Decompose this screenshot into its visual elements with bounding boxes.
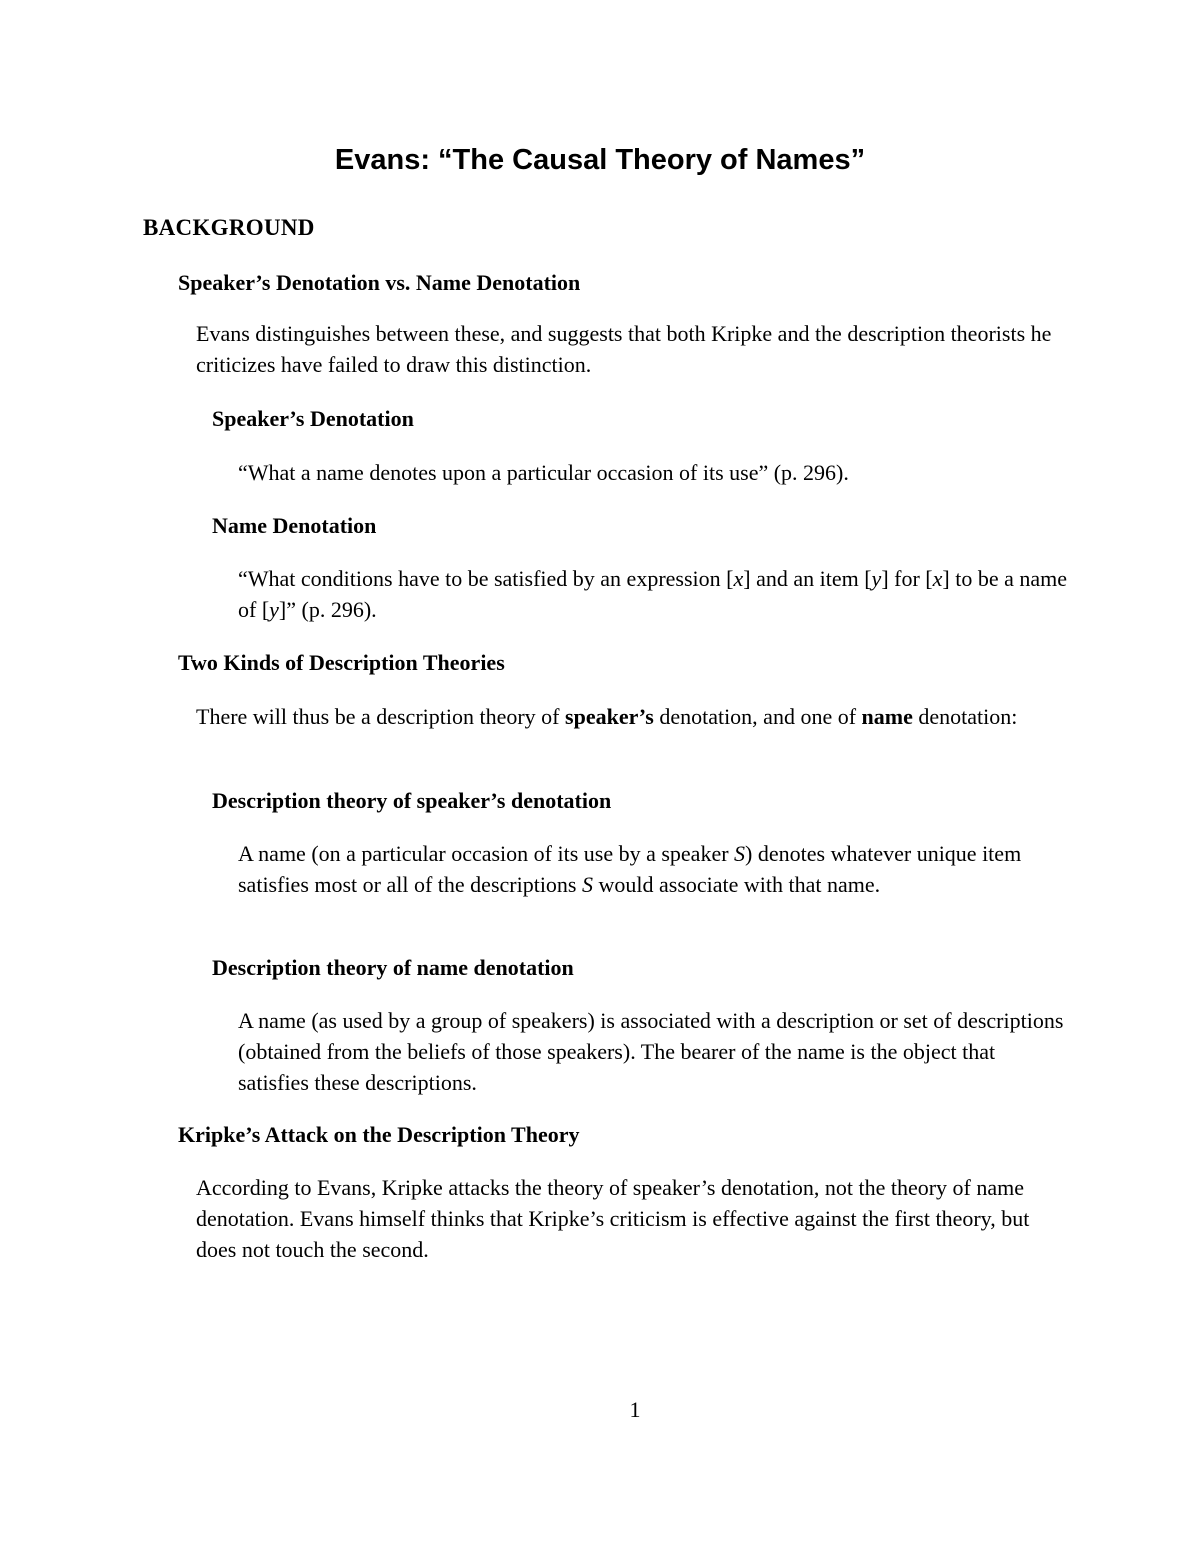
section-heading-two-kinds: Two Kinds of Description Theories: [178, 650, 505, 675]
section-heading-denotation: Speaker’s Denotation vs. Name Denotation: [178, 270, 581, 295]
body-bold-text: name: [861, 704, 913, 729]
name-theory-body: A name (as used by a group of speakers) is associated with a description or set of descriptions (obtained from the beliefs of those speakers). The bearer of the name is the object that satisfies these descriptions.: [238, 1008, 1064, 1095]
quote-text: ] to be a name of [: [238, 566, 1067, 622]
body-text: ) denotes whatever unique item satisfies most or all of the descriptions: [238, 841, 1022, 897]
background-heading: BACKGROUND: [143, 215, 315, 240]
quote-text: “What conditions have to be satisfied by an expression [: [238, 566, 734, 591]
body-text: would associate with that name.: [593, 872, 881, 897]
quote-text: ] for [: [881, 566, 933, 591]
body-text: There will thus be a description theory of: [196, 704, 566, 729]
document-title: Evans: “The Causal Theory of Names”: [334, 144, 866, 176]
section-heading-kripke-attack: Kripke’s Attack on the Description Theory: [178, 1122, 580, 1147]
speaker-theory-body: [238, 838, 1068, 900]
section-body-denotation: Evans distinguishes between these, and suggests that both Kripke and the description theorists he criticizes have failed to draw this distinction.: [196, 321, 1052, 377]
variable-s: S: [734, 841, 746, 866]
quote-text: ]” (p. 296).: [278, 597, 377, 622]
variable-x: x: [733, 566, 744, 591]
variable-y: y: [871, 566, 882, 591]
section-body-kripke-attack: According to Evans, Kripke attacks the theory of speaker’s denotation, not the theory of name denotation. Evans himself thinks that Kripke’s criticism is effective against the first theory, but does not touch the second.: [196, 1175, 1030, 1262]
subheading-name-denotation: Name Denotation: [212, 513, 377, 538]
subheading-speaker-theory: Description theory of speaker’s denotation: [212, 788, 612, 813]
speakers-denotation-quote: “What a name denotes upon a particular occasion of its use” (p. 296).: [238, 460, 849, 485]
page-number: 1: [629, 1397, 641, 1422]
subheading-speakers-denotation: Speaker’s Denotation: [212, 406, 414, 431]
body-text: denotation:: [912, 704, 1018, 729]
body-bold-text: speaker’s: [565, 704, 654, 729]
variable-y: y: [269, 597, 279, 622]
body-text: A name (on a particular occasion of its use by a speaker: [238, 841, 735, 866]
variable-x: x: [932, 566, 943, 591]
name-denotation-quote: [238, 563, 1068, 625]
body-text: denotation, and one of: [653, 704, 862, 729]
section-body-two-kinds: [196, 701, 1066, 732]
quote-text: ] and an item [: [743, 566, 872, 591]
variable-s: S: [582, 872, 593, 897]
subheading-name-theory: Description theory of name denotation: [212, 955, 574, 980]
